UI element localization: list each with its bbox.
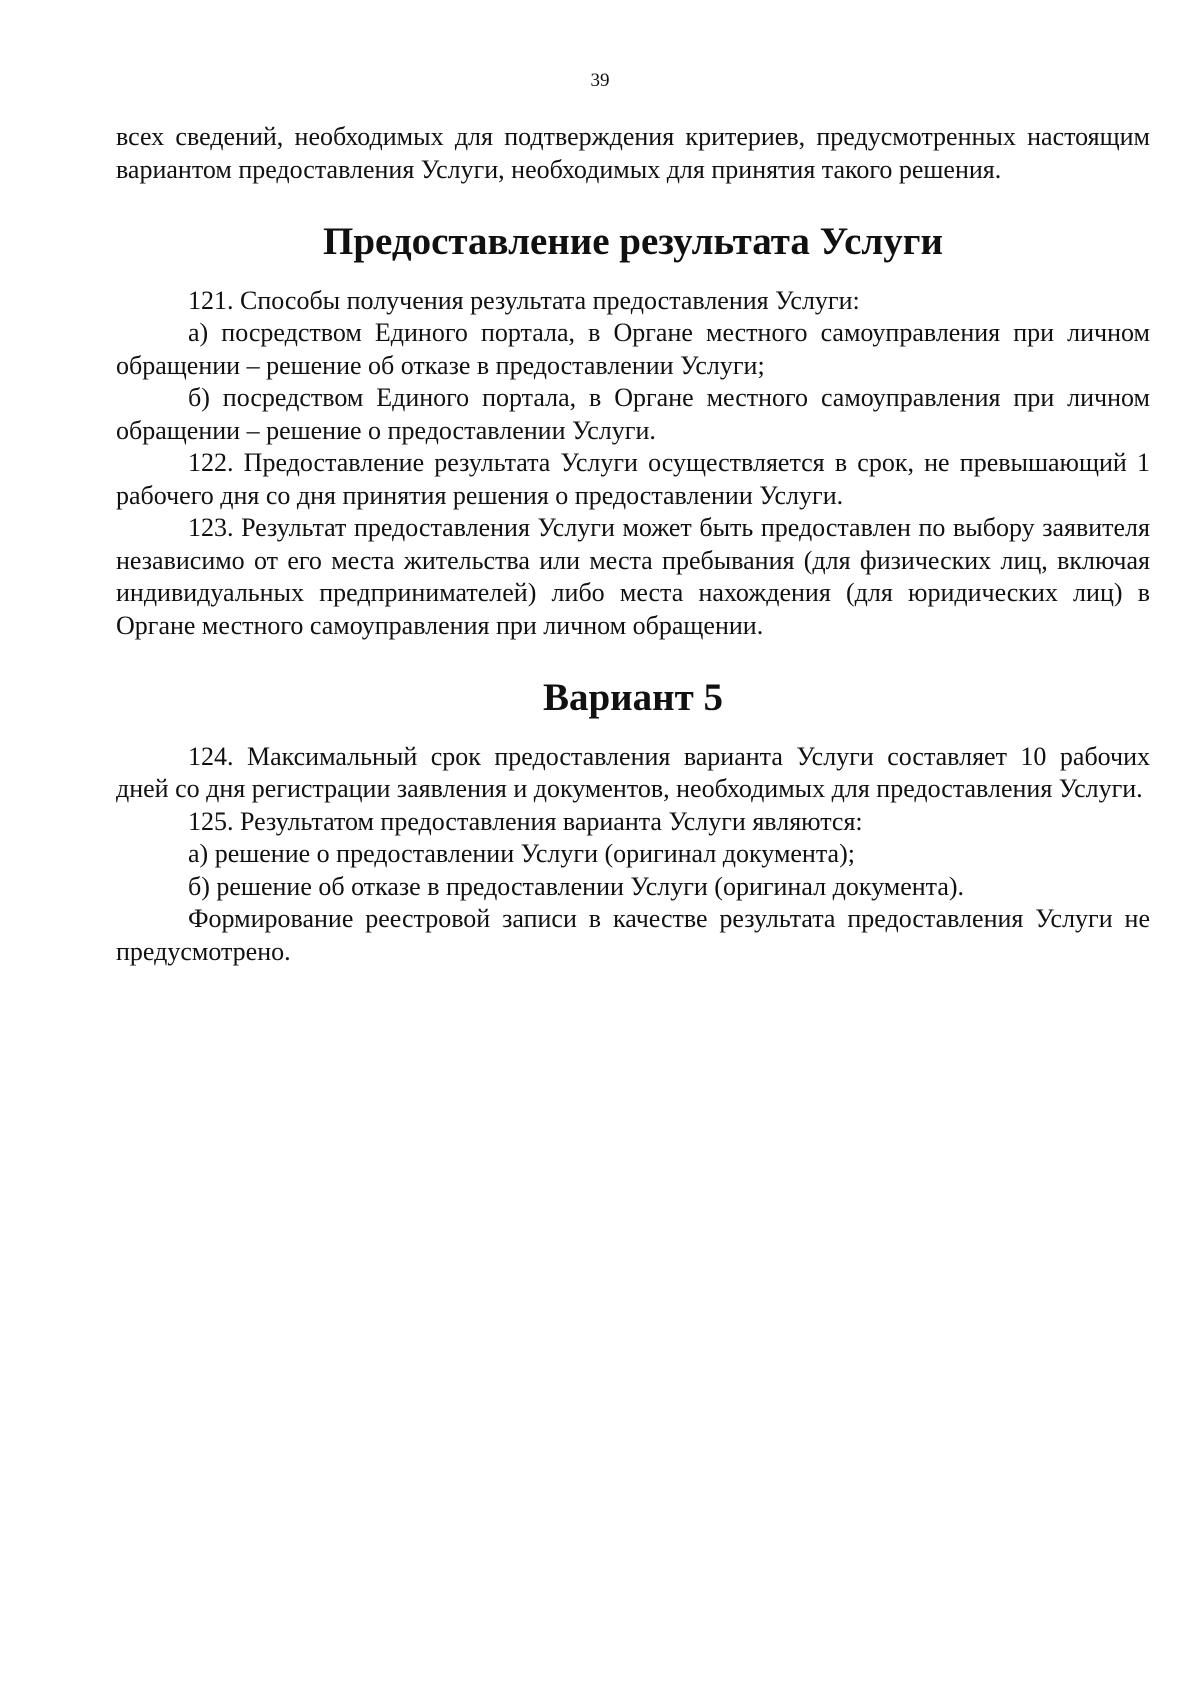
paragraph-continuation: всех сведений, необходимых для подтверждения критериев, предусмотренных настоящим вариантом предоставления Услуги, необходимых для принятия такого решения.: [116, 122, 1150, 184]
paragraph-122: 122. Предоставление результата Услуги осуществляется в срок, не превышающий 1 рабочего дня со дня принятия решения о предоставлении Услуги.: [116, 448, 1150, 510]
paragraph-registry-note: Формирование реестровой записи в качестве результата предоставления Услуги не предусмотрено.: [116, 904, 1150, 966]
paragraph-123: 123. Результат предоставления Услуги может быть предоставлен по выбору заявителя независимо от его места жительства или места пребывания (для физических лиц, включая индивидуальных предпринимателей) либо места нахождения (для юридических лиц) в Органе местного самоуправления при личном обращении.: [116, 513, 1150, 640]
paragraph-125: 125. Результатом предоставления варианта Услуги являются:: [188, 806, 863, 836]
paragraph-121-b: б) посредством Единого портала, в Органе местного самоуправления при личном обращении – решение о предоставлении Услуги.: [116, 383, 1150, 445]
section-heading-result: Предоставление результата Услуги: [323, 220, 943, 263]
document-body: [116, 121, 1150, 968]
paragraph-125-a: а) решение о предоставлении Услуги (оригинал документа);: [188, 839, 855, 868]
section-heading-variant-5: Вариант 5: [542, 676, 724, 719]
paragraph-125-b: б) решение об отказе в предоставлении Услуги (оригинал документа).: [188, 871, 965, 901]
section-variant-5-body: [116, 741, 1150, 969]
paragraph-121: 121. Способы получения результата предоставления Услуги:: [188, 285, 860, 315]
paragraph-124: 124. Максимальный срок предоставления варианта Услуги составляет 10 рабочих дней со дня регистрации заявления и документов, необходимых для предоставления Услуги.: [116, 741, 1150, 803]
section-result-body: [116, 285, 1150, 643]
paragraph-121-a: а) посредством Единого портала, в Органе местного самоуправления при личном обращении – решение об отказе в предоставлении Услуги;: [116, 318, 1150, 380]
page-number: 39: [590, 70, 610, 91]
